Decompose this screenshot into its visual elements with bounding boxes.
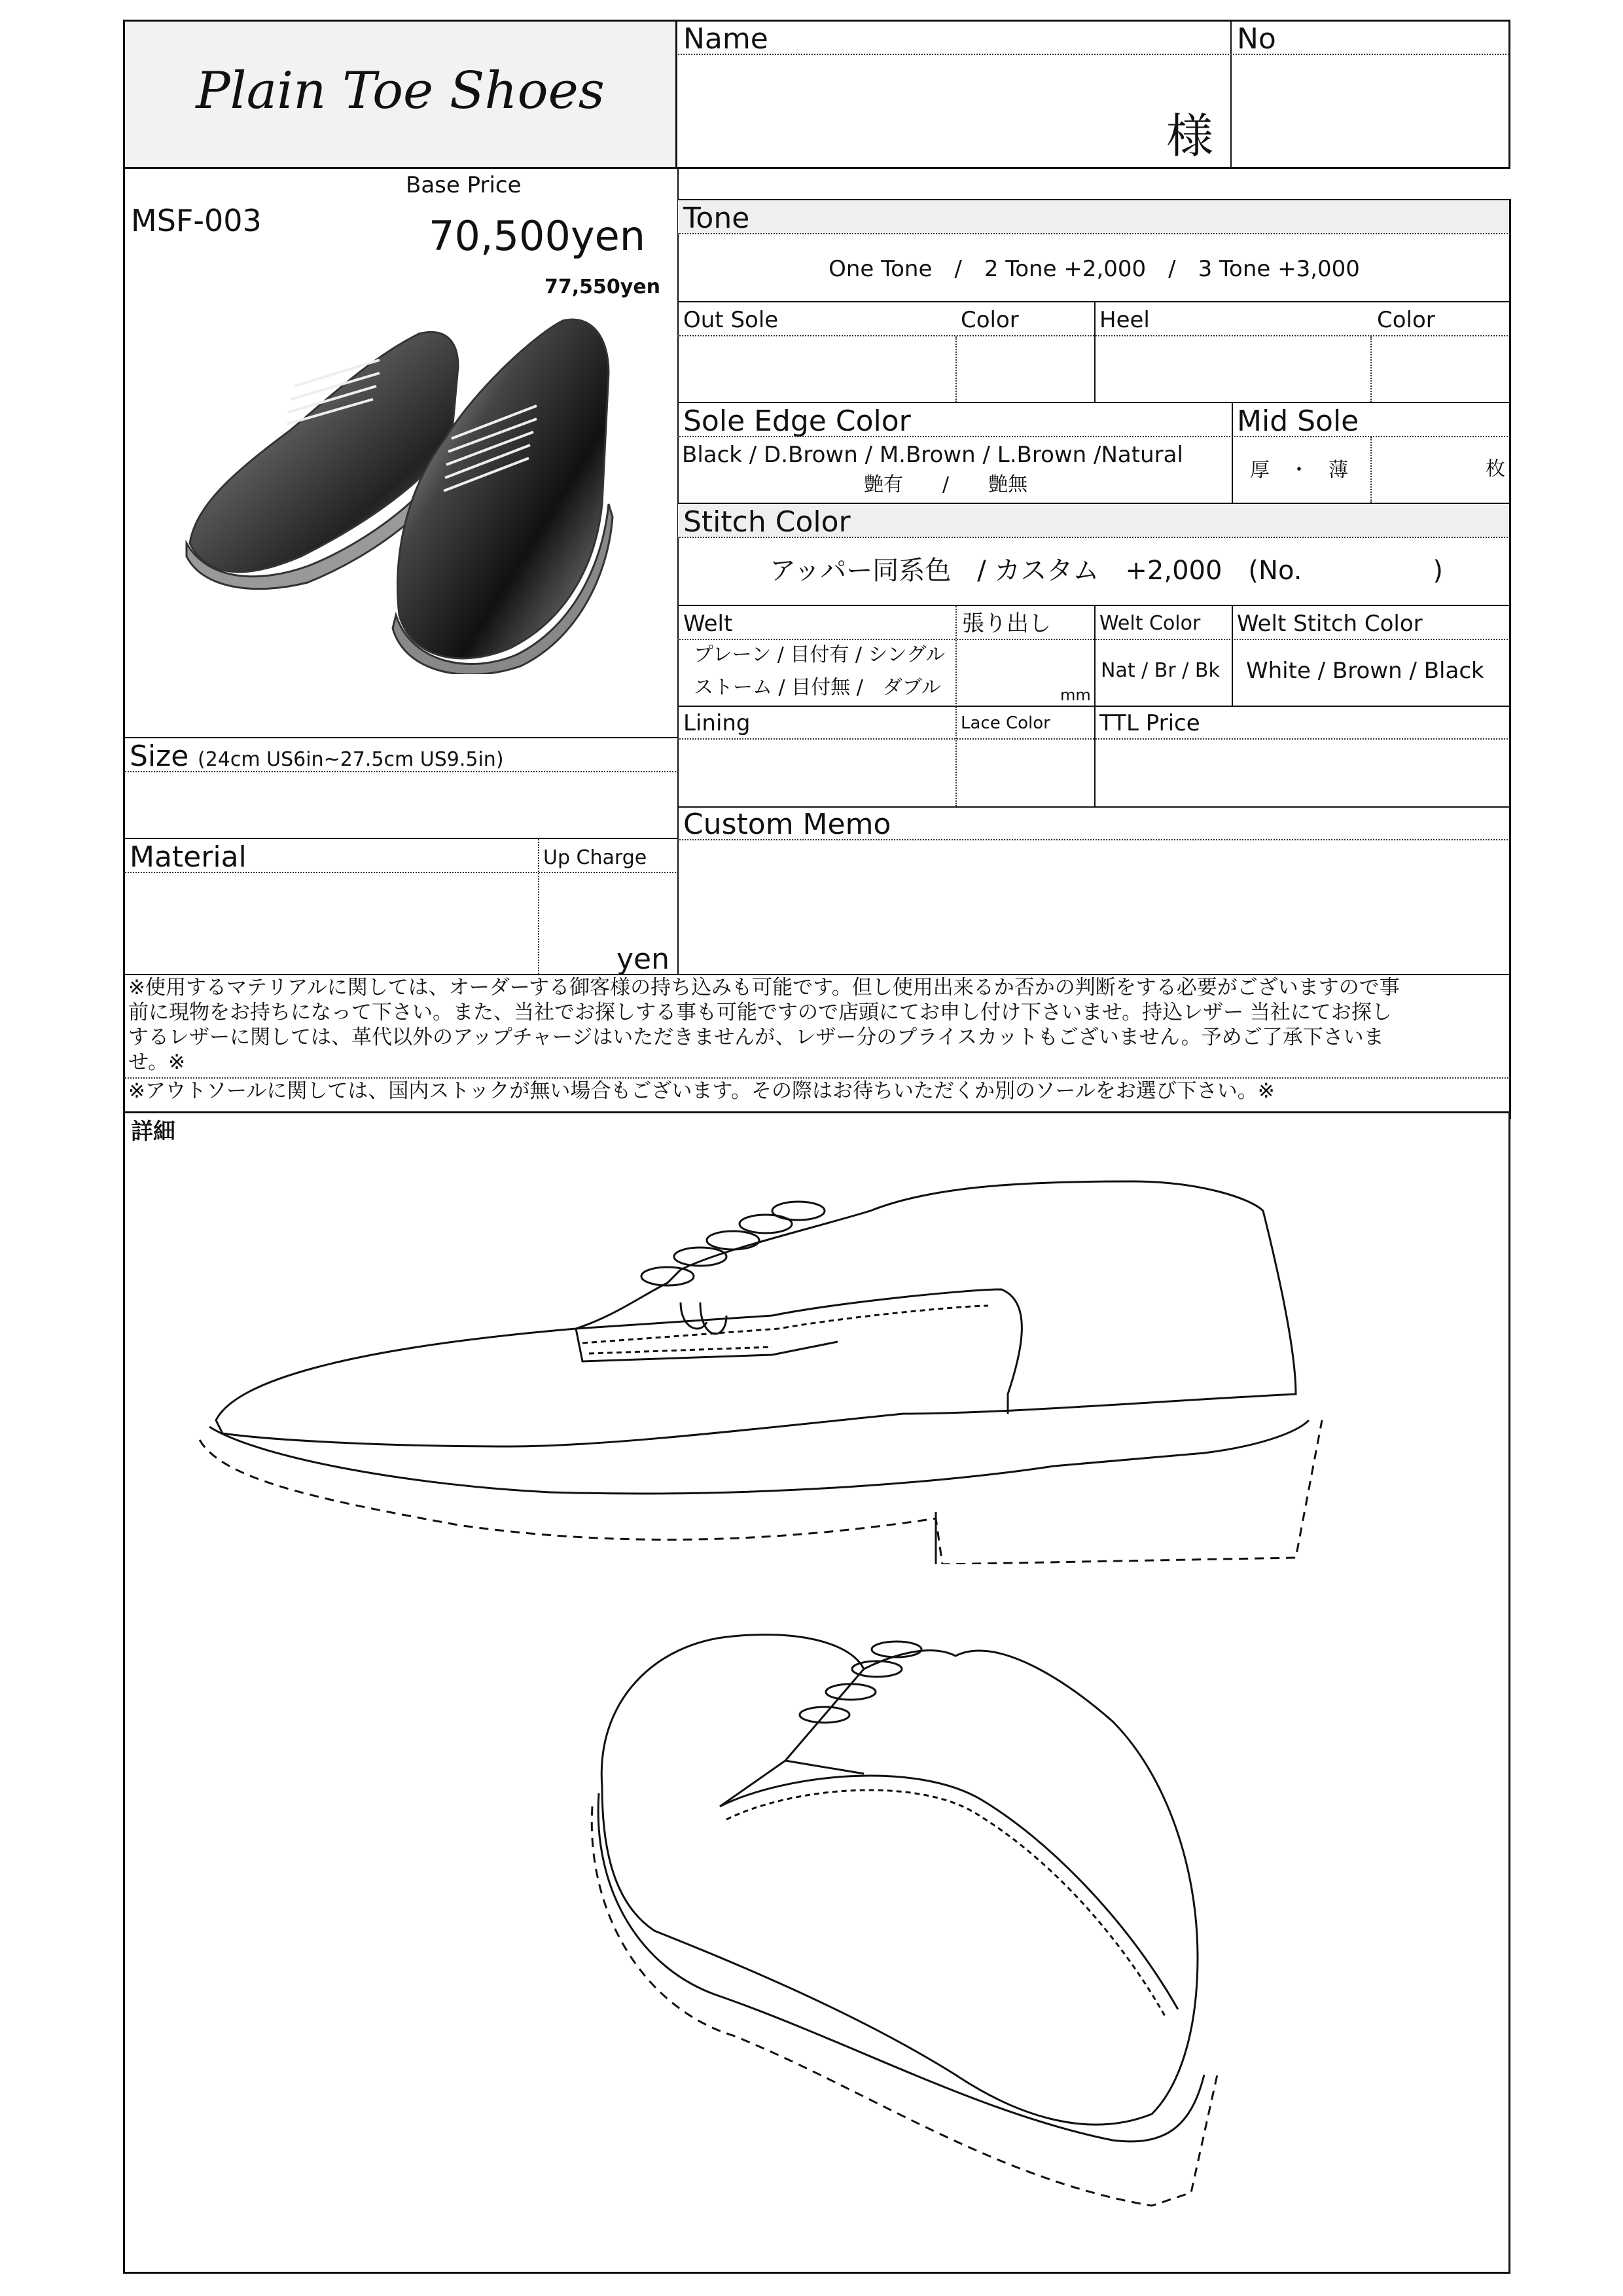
mid-sole-label: Mid Sole	[1237, 404, 1359, 438]
size-field[interactable]	[126, 774, 675, 836]
sole-edge-colors[interactable]: Black / D.Brown / M.Brown / L.Brown /Natural	[682, 442, 1183, 468]
heel-label: Heel	[1099, 307, 1150, 333]
upper-outline	[216, 1181, 1296, 1446]
eyestay	[576, 1329, 838, 1361]
welt-mm-unit: mm	[1060, 686, 1091, 704]
lace-color-label: Lace Color	[961, 713, 1050, 733]
note-line-3: するレザーに関しては、革代以外のアップチャージはいただきませんが、レザー分のプライスカットもございません。予めご了承下さいま	[128, 1026, 1384, 1049]
welt-option-2[interactable]: ストーム / 目付無 / ダブル	[694, 676, 941, 699]
no-label: No	[1237, 22, 1276, 56]
note-line-4: せ。※	[128, 1050, 186, 1074]
welt-stitch-color-options[interactable]: White / Brown / Black	[1246, 658, 1484, 684]
outsole-color-field[interactable]	[958, 338, 1092, 401]
sole-edge-label: Sole Edge Color	[683, 404, 911, 438]
custom-memo-label: Custom Memo	[683, 808, 891, 841]
sole-3q	[598, 1793, 1204, 2142]
heel-field[interactable]	[1097, 338, 1368, 401]
quarter-seam-3q	[720, 1776, 1178, 2009]
custom-memo-field[interactable]	[681, 842, 1508, 971]
material-label: Material	[130, 840, 247, 874]
note-line-1: ※使用するマテリアルに関しては、オーダーする御客様の持ち込みも可能です。但し使用出来るか否かの判断をする必要がございますので事	[128, 976, 1400, 999]
outsole-label: Out Sole	[683, 307, 779, 333]
welt-color-options[interactable]: Nat / Br / Bk	[1101, 659, 1220, 682]
lining-label: Lining	[683, 710, 751, 736]
note-line-2: 前に現物をお持ちになって下さい。また、当社でお探しする事も可能ですので店頭にてお申し付け下さいませ。持込レザー 当社にてお探し	[128, 1001, 1392, 1024]
base-price-label: Base Price	[406, 172, 522, 198]
stitch-color-options[interactable]: アッパー同系色 / カスタム +2,000 (No. )	[770, 556, 1444, 586]
sole-edge-finish[interactable]: 艶有 / 艶無	[864, 473, 1028, 496]
sole-top	[209, 1420, 1309, 1494]
model-number: MSF-003	[131, 203, 262, 238]
outsole-field[interactable]	[681, 338, 953, 401]
heel-color-field[interactable]	[1373, 338, 1508, 401]
heel-color-label: Color	[1377, 307, 1435, 333]
mid-sole-unit: 枚	[1486, 457, 1505, 480]
form-title: Plain Toe Shoes	[196, 62, 605, 120]
tax-price: 77,550yen	[544, 276, 661, 298]
welt-label: Welt	[683, 611, 733, 637]
welt-color-label: Welt Color	[1099, 612, 1201, 635]
honorific-sama: 様	[1166, 109, 1214, 164]
up-charge-label: Up Charge	[543, 846, 647, 869]
quarter-seam	[576, 1289, 1022, 1414]
yen-unit: yen	[616, 942, 669, 976]
shoe-three-quarter-view-drawing	[589, 1617, 1440, 2258]
welt-haridashi-label: 張り出し	[962, 611, 1051, 637]
ttl-price-field[interactable]	[1097, 741, 1508, 804]
tone-label: Tone	[683, 202, 750, 235]
customer-name-field[interactable]	[681, 56, 1217, 165]
ttl-price-label: TTL Price	[1099, 710, 1200, 736]
outsole-color-label: Color	[961, 307, 1019, 333]
tone-options[interactable]: One Tone / 2 Tone +2,000 / 3 Tone +3,000	[829, 256, 1360, 282]
welt-stitch-color-label: Welt Stitch Color	[1237, 611, 1423, 637]
vamp-opening	[720, 1669, 864, 1806]
welt-option-1[interactable]: プレーン / 目付有 / シングル	[694, 643, 946, 666]
size-label: Size	[130, 740, 189, 773]
size-range: (24cm US6in~27.5cm US9.5in)	[198, 748, 504, 771]
note-line-5: ※アウトソールに関しては、国内ストックが無い場合もございます。その際はお待ちいただくか別のソールをお選び下さい。※	[128, 1079, 1275, 1103]
mid-sole-options[interactable]: 厚 ・ 薄	[1250, 459, 1348, 482]
detail-label: 詳細	[131, 1119, 175, 1145]
upper-outline-3q	[601, 1634, 1198, 2125]
lace-color-field[interactable]	[958, 741, 1092, 804]
material-field[interactable]	[126, 874, 535, 973]
product-photo	[170, 308, 654, 674]
shoe-side-view-drawing	[183, 1172, 1361, 1564]
stitch-color-label: Stitch Color	[683, 505, 851, 539]
base-price: 70,500yen	[429, 212, 646, 260]
name-label: Name	[683, 22, 768, 56]
laces	[641, 1202, 825, 1334]
lining-field[interactable]	[681, 741, 953, 804]
order-number-field[interactable]	[1234, 56, 1508, 165]
